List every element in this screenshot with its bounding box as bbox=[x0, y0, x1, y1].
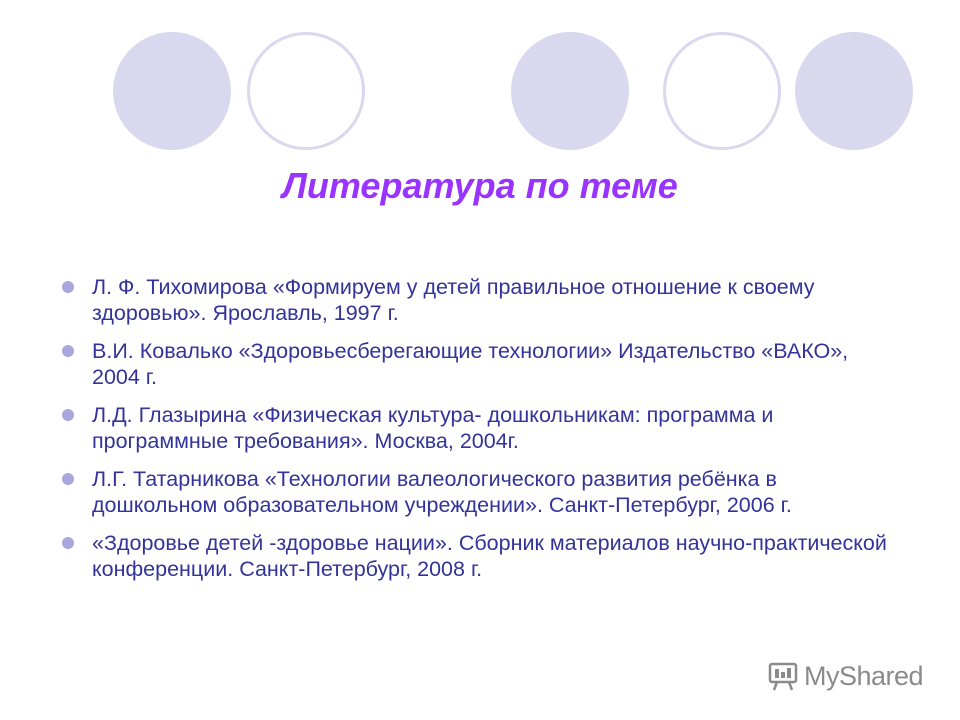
decor-circle-filled bbox=[795, 32, 913, 150]
watermark-logo bbox=[768, 656, 923, 696]
decor-circle-ring bbox=[663, 32, 781, 150]
bullet-icon bbox=[62, 537, 74, 549]
reference-text: Л. Ф. Тихомирова «Формируем у детей правильное отношение к своему здоровью». Ярославль, 1997 г. bbox=[92, 275, 815, 325]
reference-list bbox=[58, 274, 898, 594]
watermark-text: MyShared bbox=[804, 660, 924, 691]
bullet-icon bbox=[62, 281, 74, 293]
presentation-board-icon bbox=[768, 661, 798, 691]
reference-item bbox=[58, 402, 898, 454]
reference-text: «Здоровье детей -здоровье нации». Сборник материалов научно-практической конференции. Санкт-Петербург, 2008 г. bbox=[92, 531, 887, 581]
reference-item bbox=[58, 466, 898, 518]
reference-item bbox=[58, 338, 898, 390]
reference-text: Л.Г. Татарникова «Технологии валеологического развития ребёнка в дошкольном образовательном учреждении». Санкт-Петербург, 2006 г. bbox=[92, 467, 792, 517]
reference-text: В.И. Ковалько «Здоровьесберегающие технологии» Издательство «ВАКО», 2004 г. bbox=[92, 339, 849, 389]
reference-item bbox=[58, 274, 898, 326]
bullet-icon bbox=[62, 345, 74, 357]
decor-circle-ring bbox=[247, 32, 365, 150]
slide-title: Литература по теме bbox=[282, 165, 678, 206]
bullet-icon bbox=[62, 473, 74, 485]
decor-circle-filled bbox=[511, 32, 629, 150]
reference-text: Л.Д. Глазырина «Физическая культура- дошкольникам: программа и программные требования». Москва, 2004г. bbox=[92, 403, 774, 453]
decor-circle-filled bbox=[113, 32, 231, 150]
reference-item bbox=[58, 530, 898, 582]
bullet-icon bbox=[62, 409, 74, 421]
